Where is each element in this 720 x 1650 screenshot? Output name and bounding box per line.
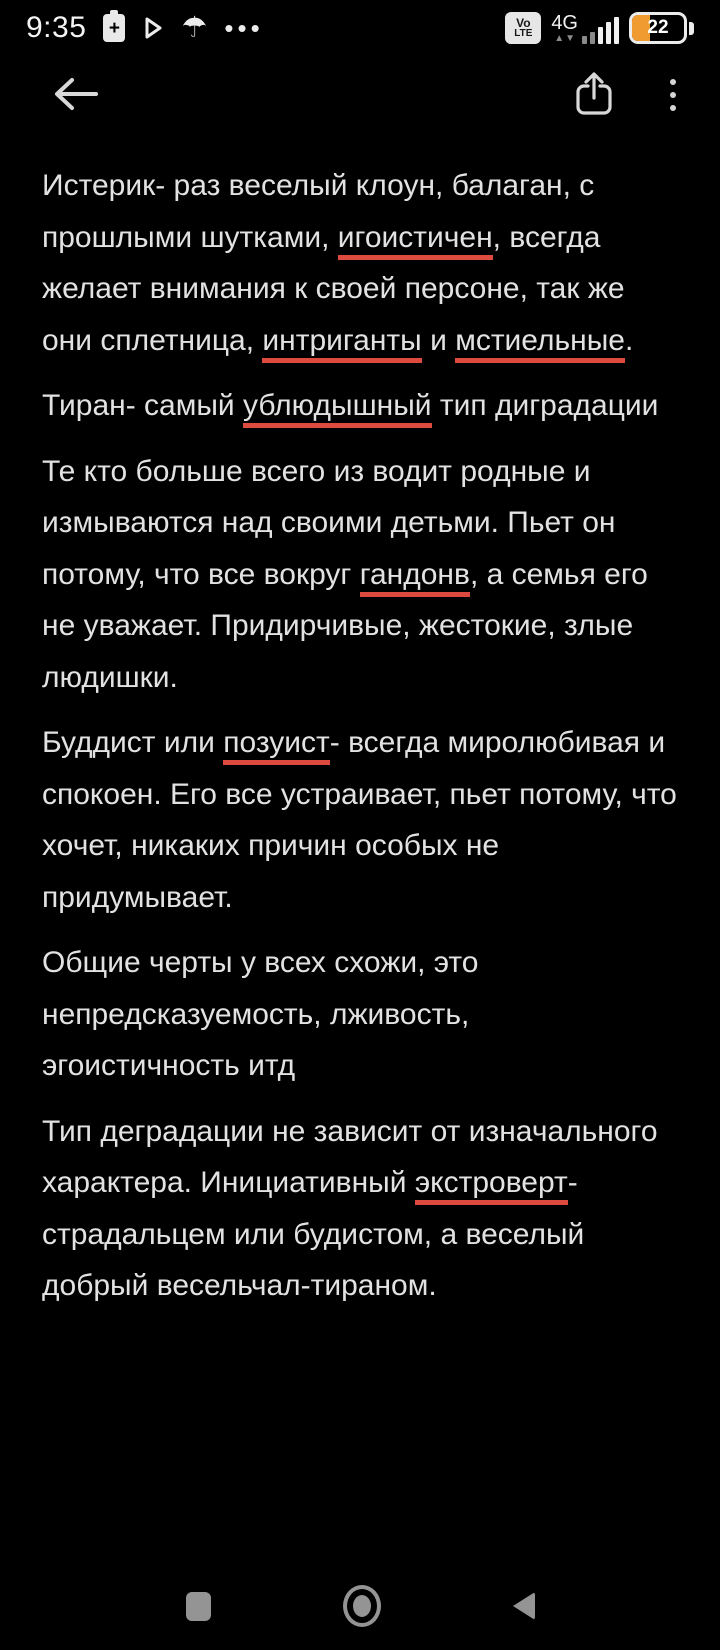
text-segment: Истерик- раз веселый клоун, балаган, с: [42, 169, 595, 202]
battery-saver-icon: +: [103, 14, 125, 42]
text-segment: прошлыми шутками,: [42, 220, 338, 254]
text-line: [42, 1157, 680, 1209]
text-line: [42, 717, 680, 769]
text-segment: Буддист или: [42, 726, 224, 759]
text-segment: потому, что все вокруг: [42, 557, 360, 591]
misspelled-word[interactable]: интриганты: [262, 324, 421, 363]
status-left: [26, 11, 264, 45]
text-segment: измываются над своими детьми. Пьет он: [42, 506, 616, 539]
data-arrows-icon: ▲ ▼: [554, 32, 576, 44]
misspelled-word[interactable]: ублюдышный: [243, 389, 432, 428]
text-segment: -: [567, 1166, 578, 1199]
text-segment: они сплетница,: [42, 323, 263, 357]
overflow-menu-button[interactable]: [670, 79, 676, 111]
play-icon: [142, 16, 164, 40]
paragraph: [42, 1106, 680, 1312]
recents-square-icon: [186, 1592, 211, 1621]
text-segment: эгоистичность итд: [42, 1049, 296, 1082]
battery-icon: [629, 12, 687, 44]
network-type-label: 4G: [551, 11, 578, 34]
text-line: [42, 446, 680, 498]
back-arrow-icon: [50, 74, 102, 117]
paragraph: [42, 717, 680, 923]
text-segment: людишки.: [42, 660, 178, 694]
misspelled-word[interactable]: гандонв: [360, 558, 470, 597]
text-line: [42, 872, 680, 924]
text-segment: придумывает.: [42, 880, 233, 914]
text-line: [42, 380, 680, 432]
misspelled-word[interactable]: экстроверт: [415, 1166, 568, 1205]
text-line: [42, 497, 680, 549]
text-segment: , всегда: [492, 220, 601, 254]
text-line: [42, 549, 680, 601]
paragraph: [42, 446, 680, 704]
recents-button[interactable]: [186, 1592, 211, 1621]
text-segment: Те кто больше всего из водит родные и: [42, 454, 591, 488]
misspelled-word[interactable]: мстиельные: [455, 324, 625, 363]
share-icon: [574, 71, 614, 120]
volte-icon: Vo LTE: [505, 12, 541, 44]
signal-icon: [551, 13, 619, 44]
back-button[interactable]: [50, 74, 102, 117]
text-segment: непредсказуемость, лживость,: [42, 997, 470, 1031]
battery-indicator: [629, 12, 694, 44]
clock: 9:35: [26, 11, 87, 44]
misspelled-word[interactable]: игоистичен: [338, 221, 493, 260]
text-segment: Тип деградации не зависит от изначального: [42, 1114, 658, 1148]
status-right: [505, 12, 694, 44]
battery-percent: 22: [647, 17, 669, 38]
text-segment: спокоен. Его все устраивает, пьет потому, что: [42, 777, 677, 811]
home-circle-icon: [343, 1585, 381, 1627]
text-segment: - всегда миролюбивая и: [329, 726, 666, 759]
text-line: [42, 212, 680, 264]
text-line: [42, 937, 680, 989]
text-line: [42, 315, 680, 367]
text-line: [42, 160, 680, 212]
text-segment: Тиран- самый: [42, 389, 243, 422]
text-line: [42, 1260, 680, 1312]
toolbar-actions: [574, 71, 676, 120]
android-nav-bar: [0, 1562, 720, 1650]
signal-bars-icon: [582, 17, 619, 44]
text-line: [42, 263, 680, 315]
text-segment: тип диградации: [431, 389, 659, 422]
home-button[interactable]: [343, 1585, 381, 1627]
text-segment: страдальцем или будистом, а веселый: [42, 1217, 585, 1251]
overflow-menu-icon: [670, 79, 676, 111]
text-segment: характера. Инициативный: [42, 1166, 415, 1199]
misspelled-word[interactable]: позуист: [223, 726, 330, 765]
network-type: [551, 13, 578, 44]
paragraph: [42, 937, 680, 1092]
text-segment: хочет, никаких причин особых не: [42, 829, 500, 862]
back-triangle-icon: [513, 1592, 535, 1620]
text-line: [42, 652, 680, 704]
text-line: [42, 989, 680, 1041]
share-button[interactable]: [574, 71, 614, 120]
more-dots-icon: •••: [224, 13, 264, 43]
text-segment: .: [624, 323, 634, 357]
text-line: [42, 1209, 680, 1261]
status-bar: [0, 0, 720, 56]
text-segment: , а семья его: [469, 557, 648, 591]
nav-back-button[interactable]: [513, 1592, 535, 1620]
toolbar: [0, 58, 720, 132]
paragraph: [42, 380, 680, 432]
text-segment: не уважает. Придирчивые, жестокие, злые: [42, 609, 634, 642]
text-line: [42, 600, 680, 652]
text-line: [42, 1106, 680, 1158]
umbrella-icon: ☂: [181, 11, 208, 44]
text-segment: и: [421, 323, 456, 357]
battery-nub: [689, 22, 694, 35]
text-line: [42, 1040, 680, 1092]
text-segment: добрый весельчал-тираном.: [42, 1269, 437, 1302]
text-line: [42, 820, 680, 872]
text-segment: Общие черты у всех схожи, это: [42, 946, 479, 979]
text-line: [42, 769, 680, 821]
text-segment: желает внимания к своей персоне, так же: [42, 272, 625, 305]
note-content[interactable]: [0, 160, 720, 1326]
paragraph: [42, 160, 680, 366]
